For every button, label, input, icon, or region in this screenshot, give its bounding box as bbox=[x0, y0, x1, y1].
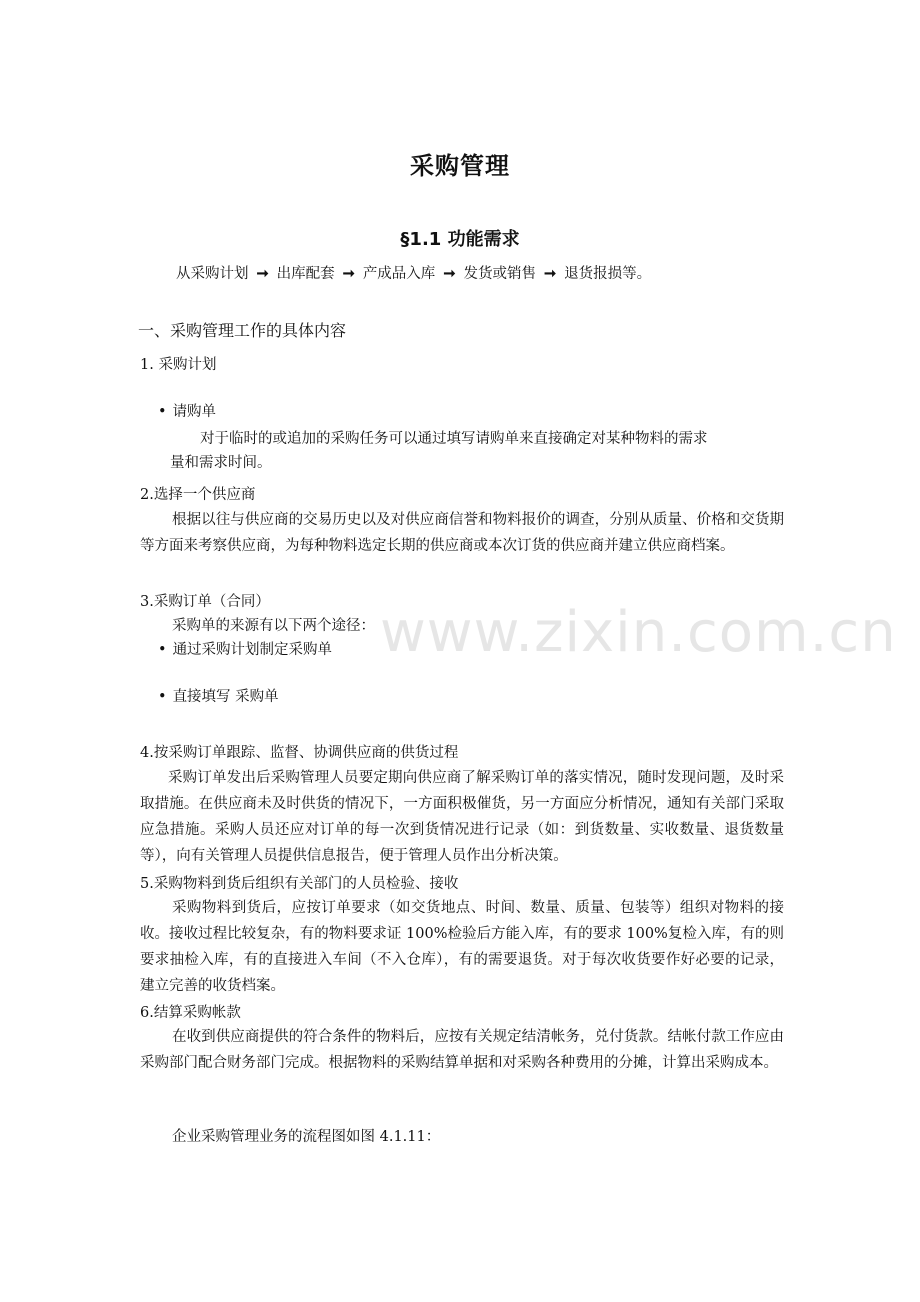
arrow-right-icon: ➞ bbox=[543, 265, 557, 282]
s3-intro: 采购单的来源有以下两个途径： bbox=[172, 618, 375, 634]
s6-para: 在收到供应商提供的符合条件的物料后，应按有关规定结清帐务，兑付货款。结帐付款工作应由采购部门配合财务部门完成。根据物料的采购结算单据和对采购各种费用的分摊，计算出采购成本。 bbox=[140, 1029, 784, 1071]
s1-bullet: • 请购单 bbox=[158, 399, 216, 425]
page-title: 采购管理 bbox=[410, 152, 510, 180]
watermark: www.zixin.com.cn bbox=[380, 600, 897, 665]
chapter-heading: 一、采购管理工作的具体内容 bbox=[138, 321, 347, 340]
s4-heading: 4.按采购订单跟踪、监督、协调供应商的供货过程 bbox=[140, 745, 459, 761]
section-heading: §1.1 功能需求 bbox=[400, 229, 520, 250]
closing-text: 企业采购管理业务的流程图如图 4.1.11： bbox=[172, 1129, 441, 1145]
s1-para-line1: 对于临时的或追加的采购任务可以通过填写请购单来直接确定对某种物料的需求 bbox=[200, 431, 708, 447]
flow-step: 从采购计划 bbox=[176, 266, 249, 282]
s2-heading: 2.选择一个供应商 bbox=[140, 487, 256, 503]
s5-para: 采购物料到货后，应按订单要求（如交货地点、时间、数量、质量、包装等）组织对物料的接收。接收过程比较复杂，有的物料要求证 100%检验后方能入库，有的要求 100%复检入库，有的则要求抽检入库，有的直接进入车间（不入仓库），有的需要退货。对于每次收货要作好必要的记录，建立完善的收货档案。 bbox=[140, 900, 784, 994]
s1-heading: 1. 采购计划 bbox=[140, 357, 217, 373]
s1-para-line2: 量和需求时间。 bbox=[170, 455, 272, 471]
flow-step: 退货报损等。 bbox=[564, 266, 652, 282]
arrow-right-icon: ➞ bbox=[443, 265, 456, 282]
arrow-right-icon: ➞ bbox=[256, 265, 269, 282]
s3-heading: 3.采购订单（合同） bbox=[140, 594, 270, 610]
flow-step: 出库配套 bbox=[276, 266, 335, 282]
flow-step: 产成品入库 bbox=[362, 266, 436, 282]
s3-bullet-2: • 直接填写 采购单 bbox=[158, 684, 279, 710]
s4-para: 采购订单发出后采购管理人员要定期向供应商了解采购订单的落实情况，随时发现问题，及时采取措施。在供应商未及时供货的情况下，一方面积极催货，另一方面应分析情况，通知有关部门采取应急措施。采购人员还应对订单的每一次到货情况进行记录（如：到货数量、实收数量、退货数量等），向有关管理人员提供信息报告，便于管理人员作出分析决策。 bbox=[140, 770, 784, 864]
process-flow bbox=[176, 262, 651, 286]
arrow-right-icon: ➞ bbox=[342, 265, 355, 282]
s6-heading: 6.结算采购帐款 bbox=[140, 1005, 241, 1021]
s5-heading: 5.采购物料到货后组织有关部门的人员检验、接收 bbox=[140, 876, 459, 892]
flow-step: 发货或销售 bbox=[463, 266, 536, 282]
s3-bullet-1: • 通过采购计划制定采购单 bbox=[158, 637, 332, 663]
s2-para: 根据以往与供应商的交易历史以及对供应商信誉和物料报价的调查，分别从质量、价格和交货期等方面来考察供应商，为每种物料选定长期的供应商或本次订货的供应商并建立供应商档案。 bbox=[140, 512, 784, 554]
